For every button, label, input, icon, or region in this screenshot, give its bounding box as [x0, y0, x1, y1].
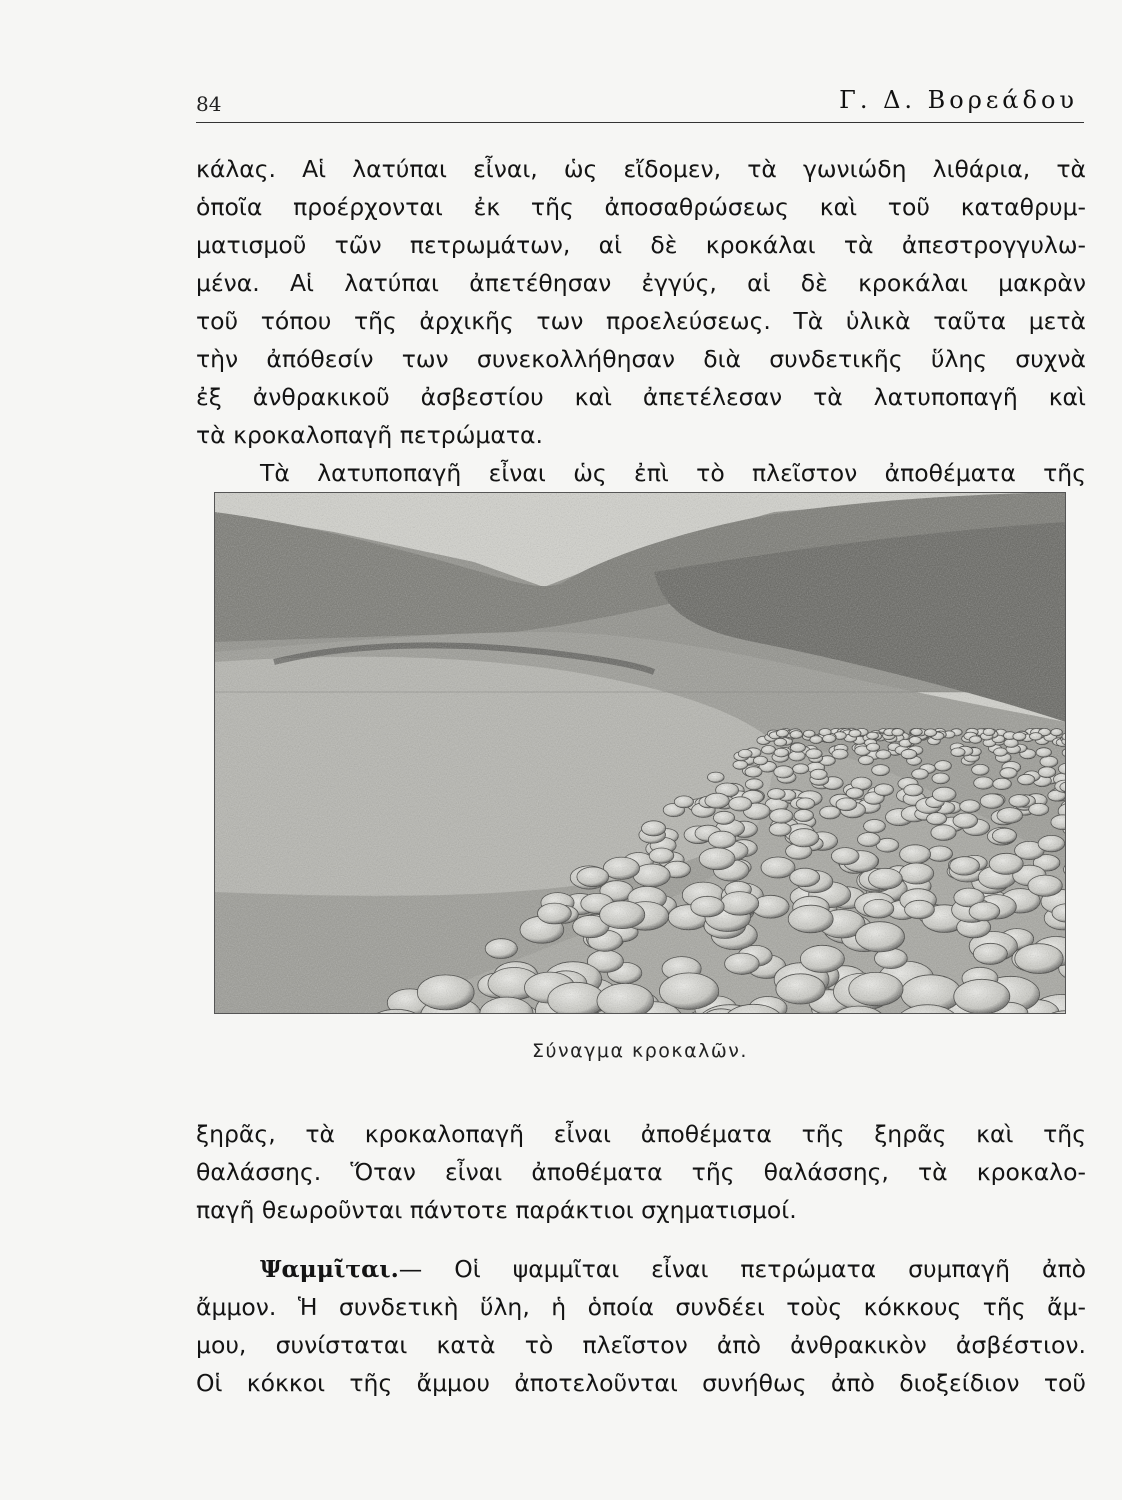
running-title: Γ. Δ. Βορεάδου: [839, 86, 1078, 114]
paragraph-pebbles: [196, 150, 1086, 492]
text-line: μου, συνίσταται κατὰ τὸ πλεῖστον ἀπὸ ἀνθρακικὸν ἀσβέστιον.: [196, 1331, 1086, 1359]
text-line: τὰ κροκαλοπαγῆ πετρώματα.: [196, 421, 543, 449]
text-line: ἐξ ἀνθρακικοῦ ἀσβεστίου καὶ ἀπετέλεσαν τὰ λατυποπαγῆ καὶ: [196, 383, 1086, 411]
figure-caption: Σύναγμα κροκαλῶν.: [532, 1040, 748, 1062]
text-line: [196, 1250, 1086, 1288]
text-line: μένα. Αἱ λατύπαι ἀπετέθησαν ἐγγύς, αἱ δὲ κροκάλαι μακρὰν: [196, 269, 1086, 297]
section-heading: Ψαμμῖται.: [260, 1255, 399, 1283]
text-line: ξηρᾶς, τὰ κροκαλοπαγῆ εἶναι ἀποθέματα τῆς ξηρᾶς καὶ τῆς: [196, 1120, 1086, 1148]
page-number: 84: [196, 92, 222, 116]
text-line: τοῦ τόπου τῆς ἀρχικῆς των προελεύσεως. Τὰ ὑλικὰ ταῦτα μετὰ: [196, 307, 1086, 335]
text-line: παγῆ θεωροῦνται πάντοτε παράκτιοι σχηματισμοί.: [196, 1196, 797, 1224]
text-line: κάλας. Αἱ λατύπαι εἶναι, ὡς εἴδομεν, τὰ γωνιώδη λιθάρια, τὰ: [196, 155, 1086, 183]
text-line: τὴν ἀπόθεσίν των συνεκολλήθησαν διὰ συνδετικῆς ὕλης συχνὰ: [196, 345, 1086, 373]
paragraph-sandstones: [196, 1250, 1086, 1402]
running-head: [196, 86, 1084, 123]
text-line: Οἱ κόκκοι τῆς ἄμμου ἀποτελοῦνται συνήθως ἀπὸ διοξείδιον τοῦ: [196, 1369, 1086, 1397]
text-line: ἄμμον. Ἡ συνδετικὴ ὕλη, ἡ ὁποία συνδέει τοὺς κόκκους τῆς ἄμ-: [196, 1293, 1086, 1321]
text-line: ματισμοῦ τῶν πετρωμάτων, αἱ δὲ κροκάλαι τὰ ἀπεστρογγυλω-: [196, 231, 1086, 259]
paragraph-deposits-continued: [196, 1115, 1086, 1229]
figure-photo-pebble-beach: [214, 492, 1066, 1014]
text-line: ὁποῖα προέρχονται ἐκ τῆς ἀποσαθρώσεως καὶ τοῦ καταθρυμ-: [196, 193, 1086, 221]
text-line: θαλάσσης. Ὅταν εἶναι ἀποθέματα τῆς θαλάσσης, τὰ κροκαλο-: [196, 1158, 1086, 1186]
pebble-beach-illustration: [214, 492, 1066, 1014]
text-line: Τὰ λατυποπαγῆ εἶναι ὡς ἐπὶ τὸ πλεῖστον ἀποθέματα τῆς: [260, 459, 1086, 487]
text-run: — Οἱ ψαμμῖται εἶναι πετρώματα συμπαγῆ ἀπὸ: [398, 1255, 1086, 1283]
